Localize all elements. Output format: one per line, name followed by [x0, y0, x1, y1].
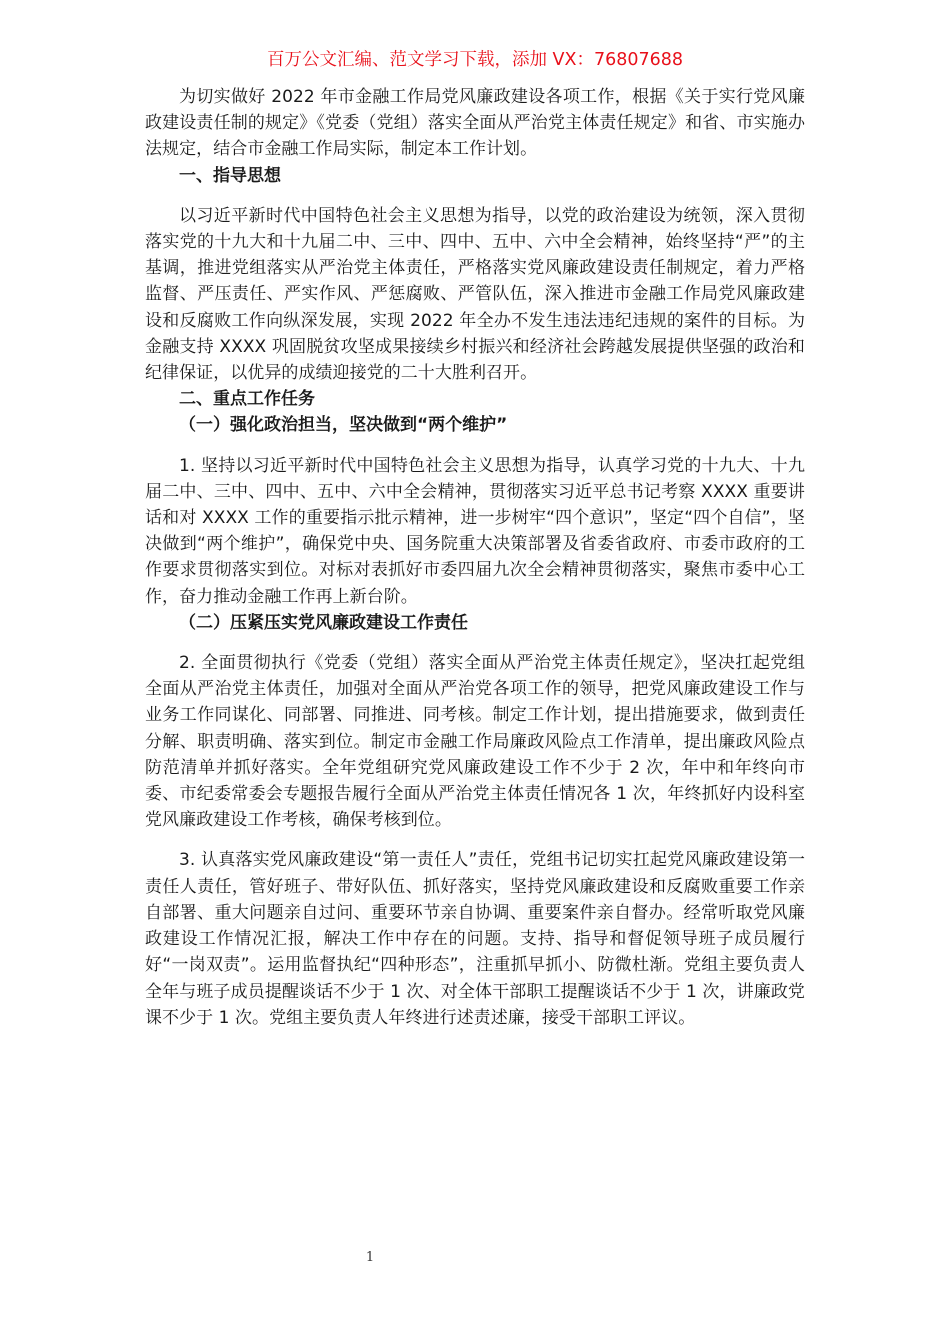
page-number: 1: [365, 1250, 375, 1265]
subsection-heading-clean-governance-responsibility: （二）压紧压实党风廉政建设工作责任: [179, 612, 468, 633]
section-heading-key-tasks: 二、重点工作任务: [179, 389, 315, 410]
document-body: [145, 84, 805, 1031]
watermark-banner: 百万公文汇编、范文学习下载，添加 VX：76807688: [266, 50, 684, 70]
task-item-1: 1. 坚持以习近平新时代中国特色社会主义思想为指导，认真学习党的十九大、十九届二中、三中、四中、五中、六中全会精神，贯彻落实习近平总书记考察 XXXX 重要讲话和对 XXXX 工作的重要指示批示精神，进一步树牢“四个意识”，坚定“四个自信”，坚决做到“两个维护”，确保党中央、国务院重大决策部署及省委省政府、市委市政府的工作要求贯彻落实到位。对标对表抓好市委四届九次全会精神贯彻落实，聚焦市委中心工作，奋力推动金融工作再上新台阶。: [145, 455, 805, 607]
subsection-heading-political-responsibility: （一）强化政治担当，坚决做到“两个维护”: [179, 415, 508, 436]
guiding-ideology-paragraph: 以习近平新时代中国特色社会主义思想为指导，以党的政治建设为统领，深入贯彻落实党的十九大和十九届二中、三中、四中、五中、六中全会精神，始终坚持“严”的主基调，推进党组落实从严治党主体责任，严格落实党风廉政建设责任制规定，着力严格监督、严压责任、严实作风、严惩腐败、严管队伍，深入推进市金融工作局党风廉政建设和反腐败工作向纵深发展，实现 2022 年全办不发生违法违纪违规的案件的目标。为金融支持 XXXX 巩固脱贫攻坚成果接续乡村振兴和经济社会跨越发展提供坚强的政治和纪律保证，以优异的成绩迎接党的二十大胜利召开。: [145, 205, 805, 384]
task-item-3: 3. 认真落实党风廉政建设“第一责任人”责任，党组书记切实扛起党风廉政建设第一责任人责任，管好班子、带好队伍、抓好落实，坚持党风廉政建设和反腐败重要工作亲自部署、重大问题亲自过问、重要环节亲自协调、重要案件亲自督办。经常听取党风廉政建设工作情况汇报，解决工作中存在的问题。支持、指导和督促领导班子成员履行好“一岗双责”。运用监督执纪“四种形态”，注重抓早抓小、防微杜渐。党组主要负责人全年与班子成员提醒谈话不少于 1 次、对全体干部职工提醒谈话不少于 1 次，讲廉政党课不少于 1 次。党组主要负责人年终进行述责述廉，接受干部职工评议。: [145, 850, 805, 1028]
task-item-2: 2. 全面贯彻执行《党委（党组）落实全面从严治党主体责任规定》，坚决扛起党组全面从严治党主体责任，加强对全面从严治党各项工作的领导，把党风廉政建设工作与业务工作同谋化、同部署、同推进、同考核。制定工作计划，提出措施要求，做到责任分解、职责明确、落实到位。制定市金融工作局廉政风险点工作清单，提出廉政风险点防范清单并抓好落实。全年党组研究党风廉政建设工作不少于 2 次，年中和年终向市委、市纪委常委会专题报告履行全面从严治党主体责任情况各 1 次，年终抓好内设科室党风廉政建设工作考核，确保考核到位。: [145, 653, 805, 831]
intro-paragraph: 为切实做好 2022 年市金融工作局党风廉政建设各项工作，根据《关于实行党风廉政建设责任制的规定》《党委（党组）落实全面从严治党主体责任规定》和省、市实施办法规定，结合市金融工作局实际，制定本工作计划。: [145, 87, 805, 160]
section-heading-guiding-ideology: 一、指导思想: [179, 165, 281, 186]
